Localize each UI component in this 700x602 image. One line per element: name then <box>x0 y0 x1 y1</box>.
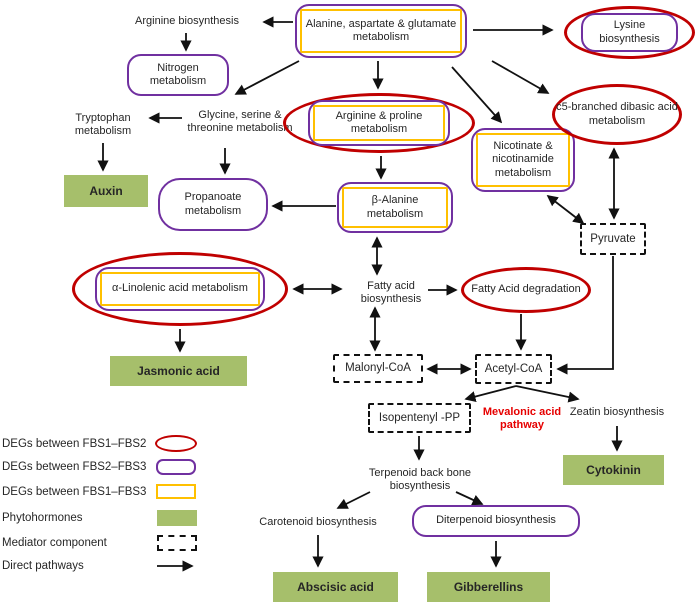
legend-label-degs-fbs1-fbs3: DEGs between FBS1–FBS3 <box>2 486 147 498</box>
node-auxin: Auxin <box>64 175 148 207</box>
node-nicotinate-nicotinamide <box>471 128 575 192</box>
purple-inner: Lysine biosynthesis <box>581 13 678 52</box>
node-nitrogen-metabolism: Nitrogen metabolism <box>127 54 229 96</box>
node-diterpenoid-biosynthesis: Diterpenoid biosynthesis <box>412 505 580 537</box>
node-malonyl-coa: Malonyl-CoA <box>333 354 423 383</box>
node-abscisic-acid: Abscisic acid <box>273 572 398 602</box>
node-acetyl-coa: Acetyl-CoA <box>475 354 552 384</box>
yellow-inner: Alanine, aspartate & glutamate metabolism <box>300 9 462 53</box>
node-pyruvate: Pyruvate <box>580 223 646 255</box>
node-cytokinin: Cytokinin <box>563 455 664 485</box>
yellow-inner: Arginine & proline metabolism <box>313 105 445 141</box>
arrow-alanine-to-c5-branched <box>492 61 548 93</box>
arrow-nicotinate-pyruvate <box>548 196 583 223</box>
yellow-inner: Nicotinate & nicotinamide metabolism <box>476 133 570 187</box>
node-fatty-acid-biosynthesis: Fatty acid biosynthesis <box>360 279 422 305</box>
node-arginine-biosynthesis: Arginine biosynthesis <box>135 15 239 28</box>
arrow-acetyl-to-isopentenyl <box>466 386 516 399</box>
node-lysine-biosynthesis <box>564 6 695 59</box>
legend-red-ellipse-icon <box>155 435 197 452</box>
legend-yellow-rect-icon <box>156 484 196 499</box>
legend-label-phytohormones: Phytohormones <box>2 512 83 524</box>
node-c5-branched-dibasic: c5-branched dibasic acid metabolism <box>552 84 682 145</box>
node-jasmonic-acid: Jasmonic acid <box>110 356 247 386</box>
purple-inner <box>95 267 265 311</box>
purple-inner <box>308 100 450 146</box>
node-arginine-proline <box>283 93 475 153</box>
node-carotenoid-biosynthesis: Carotenoid biosynthesis <box>259 516 377 529</box>
node-beta-alanine-metabolism <box>337 182 453 233</box>
legend-green-rect-icon <box>157 510 197 526</box>
yellow-inner: α-Linolenic acid metabolism <box>100 272 260 306</box>
legend-purple-rounded-rect-icon <box>156 459 196 475</box>
legend-label-mediator-component: Mediator component <box>2 537 107 549</box>
node-isopentenyl-pp: Isopentenyl -PP <box>368 403 471 433</box>
legend-label-direct-pathways: Direct pathways <box>2 560 84 572</box>
node-terpenoid-backbone-biosynthesis: Terpenoid back bone biosynthesis <box>368 466 472 492</box>
node-gibberellins: Gibberellins <box>427 572 550 602</box>
node-propanoate-metabolism: Propanoate metabolism <box>158 178 268 231</box>
arrow-alanine-to-glycine <box>236 61 299 94</box>
node-glycine-serine-threonine: Glycine, serine & threonine metabolism <box>187 108 293 134</box>
legend-label-degs-fbs2-fbs3: DEGs between FBS2–FBS3 <box>2 461 147 473</box>
node-tryptophan-metabolism: Tryptophan metabolism <box>74 111 132 137</box>
node-zeatin-biosynthesis: Zeatin biosynthesis <box>569 406 665 419</box>
node-fatty-acid-degradation: Fatty Acid degradation <box>461 267 591 313</box>
node-alanine-aspartate-glutamate <box>295 4 467 58</box>
legend-dashed-rect-icon <box>157 535 197 551</box>
node-mevalonic-acid-pathway: Mevalonic acid pathway <box>482 405 562 431</box>
yellow-inner: β-Alanine metabolism <box>342 187 448 228</box>
arrow-acetyl-to-zeatin <box>516 386 578 399</box>
node-alpha-linolenic <box>72 252 288 326</box>
legend-label-degs-fbs1-fbs2: DEGs between FBS1–FBS2 <box>2 438 147 450</box>
